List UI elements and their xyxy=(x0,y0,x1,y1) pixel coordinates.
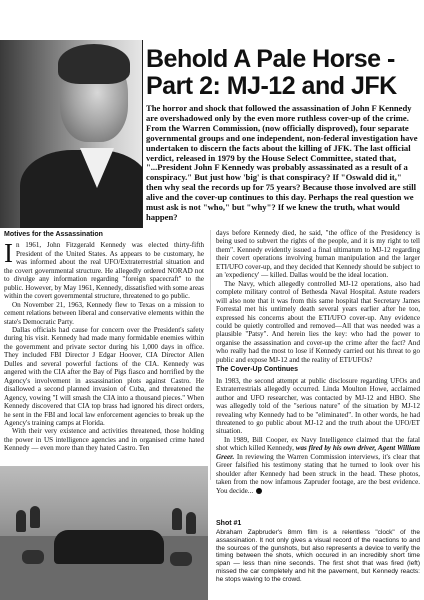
paragraph: Dallas officials had cause for concern over the President's safety during his visit. Kennedy had made many formidable enemies within the government and private sector during his 1,000 days in office. They included FBI Director J Edgar Hoover, CIA Director Allen Dulles and several powerful factions of the CIA. Kennedy was angered with the CIA after the Bay of Pigs fiasco and horrified by the Agency's involvement in assassination plots against Castro. He disallowed a second planned invasion of Cuba, and threatened the Agency, vowing "I will smash the CIA into a thousand pieces." When Kennedy discovered that CIA top brass had ignored his direct orders, he sent in the FBI and local law enforcement agencies to break up the Agency's training camps at Florida. xyxy=(4,325,204,427)
paragraph: The Navy, which allegedly controlled MJ-12 operations, also had complete military control of Bethesda Naval Hospital. Astute readers will also note that it was from this same hospital that Secretary James Forrestal met his untimely death several years earlier after he too, expressed his concerns about the ETI/UFO cover-up. Any evidence could be quietly controlled and removed—All that was needed was a plausible "Patsy". And herein lies the key: who had the power to organise the assassination and cover-up the crime after the fact? And who really had the most to lose if Kennedy carried out his threat to go public and expose MJ-12 and the reality of ETI/UFOs? xyxy=(216,279,420,364)
paragraph: With their very existence and activities threatened, those holding the power in US intelligence agencies and in organised crime hated Kennedy — even more than they hated Castro. Ten xyxy=(4,427,204,453)
section-heading-motives: Motives for the Assassination xyxy=(4,231,103,238)
paragraph: In 1983, the second attempt at public disclosure regarding UFOs and Extraterrestrials allegedly occurred. Linda Moulton Howe, acclaimed author and UFO researcher, was contacted by MJ-12 and HBO. She was allegedly told of the "serious nature" of the situation by MJ-12 revealing why Kennedy had to be "eliminated". In other words, he had threatened to go public about MJ-12 and the truth about the UFO/ET situation. xyxy=(216,376,420,436)
article-headline xyxy=(146,46,420,100)
motorcade-car xyxy=(54,530,164,564)
shot-caption-box xyxy=(216,520,420,600)
drop-cap: I xyxy=(4,238,13,269)
shot-title: Shot #1 xyxy=(216,520,242,527)
body-column-right xyxy=(216,229,420,495)
paragraph: In 1989, Bill Cooper, ex Navy Intelligence claimed that the fatal shot which killed Kennedy, was fired by his own driver, Agent William Greer. In reviewing the Warren Commission interviews, it's clear that Greer falsified his testimony stating that he turned to look over his shoulder after Kennedy had been struck in the head. These photos, taken from the now infamous Zapruder footage, are the best evidence. You decide... xyxy=(216,435,421,495)
paragraph: On November 21, 1963, Kennedy flew to Texas on a mission to cement relations between liberal and conservative elements within the state's Democratic Party. xyxy=(4,300,204,326)
headline-line-2: Part 2: MJ-12 and JFK xyxy=(146,72,397,100)
end-mark-icon xyxy=(256,488,262,494)
zapruder-film-frame-photo xyxy=(0,466,208,600)
headline-line-1: Behold A Pale Horse - xyxy=(146,45,395,73)
emphasis-text: was fired by his own driver, Agent William Greer. xyxy=(216,444,421,461)
paragraph: days before Kennedy died, he said, "the office of the Presidency is being used to subvert the rights of the people, and it is my right to tell them". Kennedy evidently issued a final ultimatum to MJ-12 regarding their covert operations involving human manipulation and the larger ETI/UFO cover-up, and they decided that Kennedy should be subject to an 'expediency' — killed. Dallas would be the ideal location. xyxy=(216,229,420,280)
paragraph: In 1961, John Fitzgerald Kennedy was elected thirty-fifth President of the United States. As appears to be customary, he was informed about the real UFO/Extraterrestrial situation and the covert governmental structure. He allegedly ordered NORAD not to divulge any information regarding "foreign spacecraft" to the public. However, by May 1961, Kennedy, dissatisfied with some areas within the covert governmental structure, threatened to go public. xyxy=(4,238,205,301)
article-intro: The horror and shock that followed the assassination of John F Kennedy are overshadowed only by the even more ruthless cover-up of the crime. From the Warren Commission, (now officially disproved), four separate governmental groups and one independent, non-federal investigation have undertaken to discern the facts about the killing of JFK. The last official verdict, released in 1979 by the House Select Committee, stated that, "...President John F Kennedy was probably assassinated as a result of a conspiracy." But just how 'big' is that conspiracy? If "Oswald did it," then why seal the records up for 75 years? Because those involved are still alive and the cover-up continues to this day. Perhaps the real question we must ask is not "who," but "why"? If we knew the truth, what would happen? xyxy=(146,103,418,222)
column-divider xyxy=(210,230,211,480)
jfk-portrait-photo xyxy=(0,40,143,228)
body-column-left xyxy=(4,229,204,453)
shot-caption: Abraham Zapbruder's 8mm film is a relentless "clock" of the assassination. It not only gives a visual record of the reactions to and the sources of the gunshots, but also represents a device to verify the timing between the shots, which occured in an incredibly short time span — less than nine seconds. The first shot that was fired (left) missed the car completely and hit the pavement, but Kennedy reacts: he stops waving to the crowd. xyxy=(216,529,420,583)
section-heading-cover-up: The Cover-Up Continues xyxy=(216,366,299,374)
